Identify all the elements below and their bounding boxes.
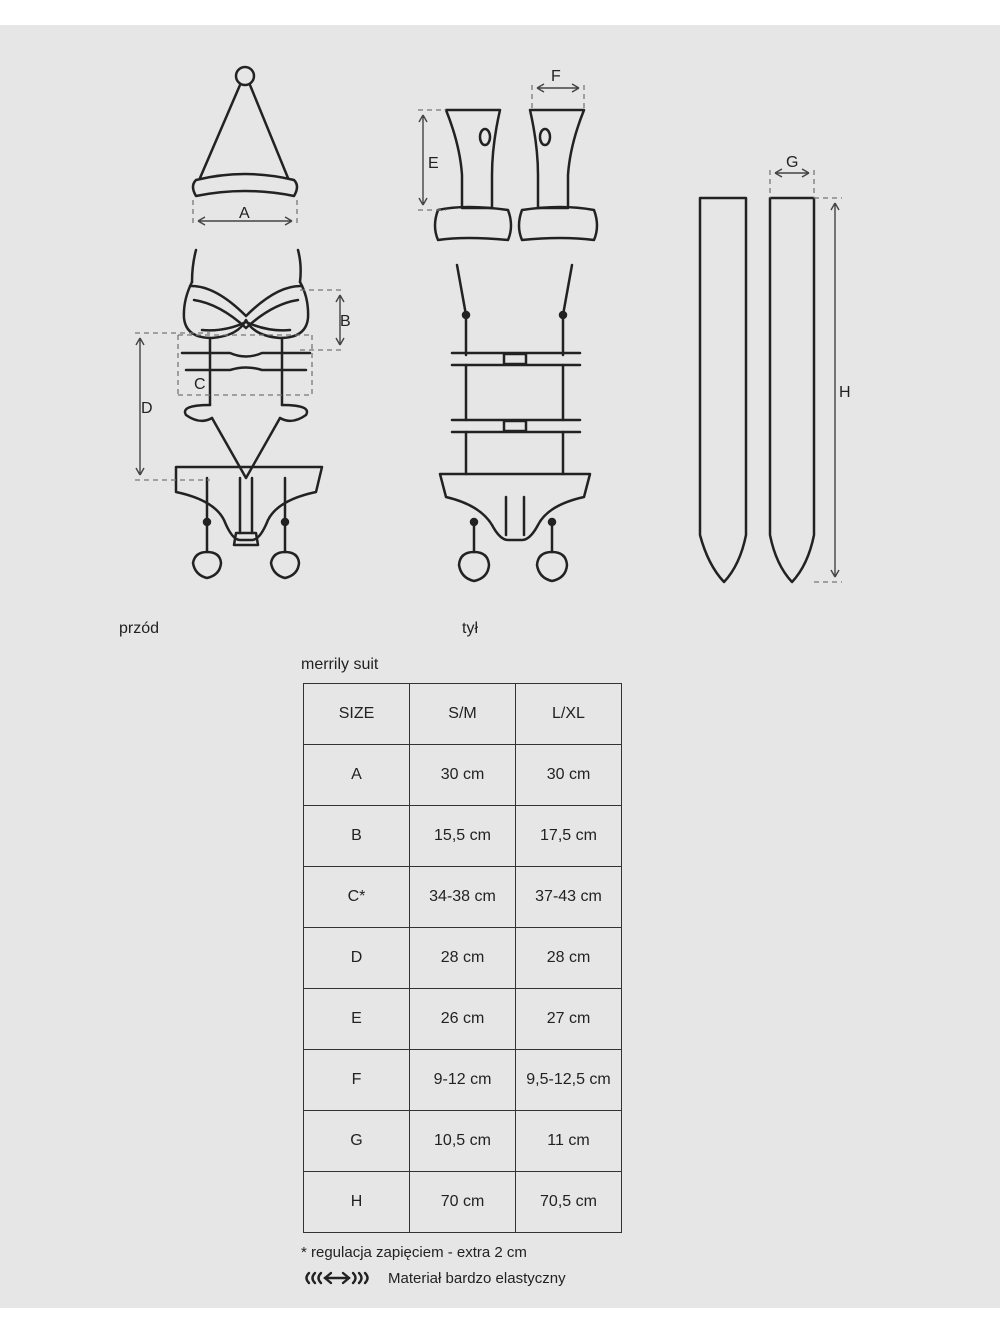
table-cell: D	[304, 928, 410, 989]
table-cell: B	[304, 806, 410, 867]
technical-drawing	[0, 25, 1000, 645]
table-cell: C*	[304, 867, 410, 928]
elastic-material-note: Materiał bardzo elastyczny	[388, 1270, 566, 1287]
table-cell: H	[304, 1172, 410, 1233]
table-cell: G	[304, 1111, 410, 1172]
table-cell: 26 cm	[410, 989, 516, 1050]
table-row	[304, 867, 622, 928]
dimension-letter-c: C	[194, 376, 206, 393]
table-cell: 27 cm	[516, 989, 622, 1050]
table-cell: 9,5-12,5 cm	[516, 1050, 622, 1111]
size-table	[303, 683, 622, 1233]
table-header-cell: SIZE	[304, 684, 410, 745]
table-row	[304, 745, 622, 806]
table-cell: A	[304, 745, 410, 806]
table-cell: 37-43 cm	[516, 867, 622, 928]
table-row	[304, 1172, 622, 1233]
table-header-row	[304, 684, 622, 745]
table-cell: 28 cm	[516, 928, 622, 989]
dimension-letter-h: H	[839, 384, 851, 401]
table-cell: 9-12 cm	[410, 1050, 516, 1111]
elastic-stretch-icon	[301, 1271, 373, 1285]
dimension-letter-b: B	[340, 313, 351, 330]
dimension-letter-e: E	[428, 155, 439, 172]
table-row	[304, 1111, 622, 1172]
table-cell: 30 cm	[516, 745, 622, 806]
table-cell: 10,5 cm	[410, 1111, 516, 1172]
back-view-label: tył	[462, 620, 478, 637]
table-cell: 70,5 cm	[516, 1172, 622, 1233]
dimension-letter-f: F	[551, 68, 561, 85]
table-cell: 15,5 cm	[410, 806, 516, 867]
gloves-drawing	[435, 110, 597, 240]
dimension-letter-a: A	[239, 205, 250, 222]
table-cell: 28 cm	[410, 928, 516, 989]
santa-hat-drawing	[193, 67, 297, 196]
front-bodysuit-drawing	[176, 250, 322, 578]
table-cell: 30 cm	[410, 745, 516, 806]
dimension-letter-d: D	[141, 400, 153, 417]
table-row	[304, 1050, 622, 1111]
table-row	[304, 989, 622, 1050]
table-cell: 11 cm	[516, 1111, 622, 1172]
stockings-drawing	[700, 198, 814, 582]
table-row	[304, 806, 622, 867]
table-cell: 34-38 cm	[410, 867, 516, 928]
back-bodysuit-drawing	[440, 265, 590, 581]
front-view-label: przód	[119, 620, 160, 637]
table-cell: 70 cm	[410, 1172, 516, 1233]
adjustment-footnote: * regulacja zapięciem - extra 2 cm	[301, 1244, 527, 1261]
table-cell: F	[304, 1050, 410, 1111]
table-header-cell: L/XL	[516, 684, 622, 745]
table-cell: 17,5 cm	[516, 806, 622, 867]
table-header-cell: S/M	[410, 684, 516, 745]
table-row	[304, 928, 622, 989]
product-name: merrily suit	[301, 656, 379, 673]
table-cell: E	[304, 989, 410, 1050]
dimension-letter-g: G	[786, 154, 799, 171]
